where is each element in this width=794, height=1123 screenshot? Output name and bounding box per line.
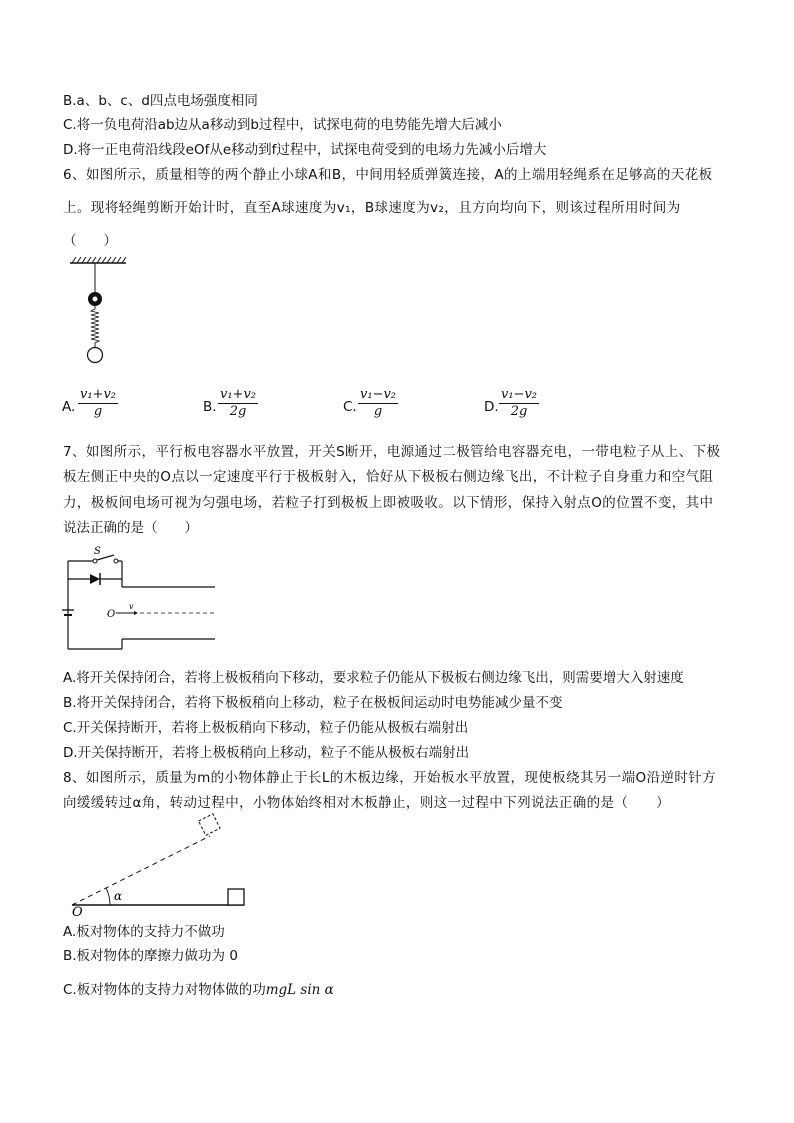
pivot-label: O [72, 905, 83, 918]
q6-option-d-denominator: 2g [510, 404, 528, 419]
q7-stem-line1: 7、如图所示，平行板电容器水平放置，开关S断开，电源通过二极管给电容器充电，一带电粒子从上、下极 [63, 444, 721, 460]
q7-stem-line2: 板左侧正中央的O点以一定速度平行于极板射入，恰好从下极板右侧边缘飞出，不计粒子自身重力和空气阻 [63, 469, 714, 485]
q7-capacitor-figure [60, 543, 225, 653]
q6-option-c-letter: C. [343, 399, 357, 415]
q6-option-d-fraction [499, 387, 539, 420]
q8-stem-line1: 8、如图所示，质量为m的小物体静止于长L的木板边缘，开始板水平放置，现使板绕其另一端O沿逆时针方 [63, 770, 717, 786]
q6-option-d-numerator: v₁−v₂ [501, 387, 538, 402]
velocity-label: v [129, 602, 134, 611]
q7-option-a: A.将开关保持闭合，若将上极板稍向下移动，要求粒子仍能从下极板右侧边缘飞出，则需要增大入射速度 [63, 670, 684, 686]
q8-incline-figure [60, 812, 260, 918]
q6-option-d-letter: D. [484, 399, 499, 415]
q6-option-a-fraction [78, 387, 118, 420]
block-rotated-dashed [199, 814, 220, 835]
q8-option-b: B.板对物体的摩擦力做功为 0 [63, 948, 238, 964]
q6-option-c-numerator: v₁−v₂ [360, 387, 397, 402]
angle-label: α [114, 889, 123, 903]
spring [91, 306, 99, 347]
q8-option-c-text: C.板对物体的支持力对物体做的功 [63, 982, 266, 998]
q5-option-c: C.将一负电荷沿ab边从a移动到b过程中，试探电荷的电势能先增大后减小 [63, 117, 502, 133]
q6-stem-line1: 6、如图所示，质量相等的两个静止小球A和B，中间用轻质弹簧连接，A的上端用轻绳系在足够高的天花板 [63, 167, 713, 183]
q7-stem-line3: 力，极板间电场可视为匀强电场，若粒子打到极板上即被吸收。以下情形，保持入射点O的位置不变，其中 [63, 495, 714, 511]
board-rotated-dashed [72, 836, 210, 905]
switch-pivot [93, 559, 97, 563]
q7-option-d: D.开关保持断开，若将上极板稍向上移动，粒子不能从极板右端射出 [63, 745, 470, 761]
q6-stem-line3: （ ） [63, 233, 117, 249]
block-initial [228, 889, 244, 905]
q6-option-a-numerator: v₁+v₂ [80, 387, 117, 402]
q6-spring-figure [66, 255, 136, 375]
q6-option-c-fraction [358, 387, 398, 420]
q5-option-b: B.a、b、c、d四点电场强度相同 [63, 93, 258, 109]
ball-b [88, 348, 103, 363]
switch-contact [114, 559, 118, 563]
q6-option-a-denominator: g [93, 404, 103, 419]
q8-option-a: A.板对物体的支持力不做功 [63, 924, 225, 940]
q8-option-c [63, 981, 334, 999]
ceiling-hatch [72, 257, 126, 263]
diode-triangle [90, 574, 100, 584]
entry-point-label: O [107, 609, 116, 620]
q7-option-c: C.开关保持断开，若将上极板稍向下移动，粒子仍能从极板右端射出 [63, 720, 469, 736]
q5-option-d: D.将一正电荷沿线段eOf从e移动到f过程中，试探电荷受到的电场力先减小后增大 [63, 142, 547, 158]
q7-option-b: B.将开关保持闭合，若将下极板稍向上移动，粒子在极板间运动时电势能减少量不变 [63, 695, 563, 711]
q6-option-b-numerator: v₁+v₂ [220, 387, 257, 402]
q8-option-c-formula: mgL sin α [265, 982, 334, 998]
q6-stem-line2: 上。现将轻绳剪断开始计时，直至A球速度为v₁，B球速度为v₂，且方向均向下，则该过程所用时间为 [63, 200, 681, 216]
q6-option-b-fraction [218, 387, 258, 420]
q8-stem-line2: 向缓缓转过α角，转动过程中，小物体始终相对木板静止，则这一过程中下列说法正确的是（ ） [63, 795, 670, 811]
q7-stem-line4: 说法正确的是（ ） [63, 520, 198, 536]
q6-option-b-letter: B. [203, 399, 217, 415]
switch-label: S [94, 546, 101, 557]
q6-option-a-letter: A. [62, 399, 76, 415]
q6-option-c-denominator: g [373, 404, 383, 419]
q6-option-b-denominator: 2g [229, 404, 247, 419]
angle-arc [106, 888, 110, 905]
